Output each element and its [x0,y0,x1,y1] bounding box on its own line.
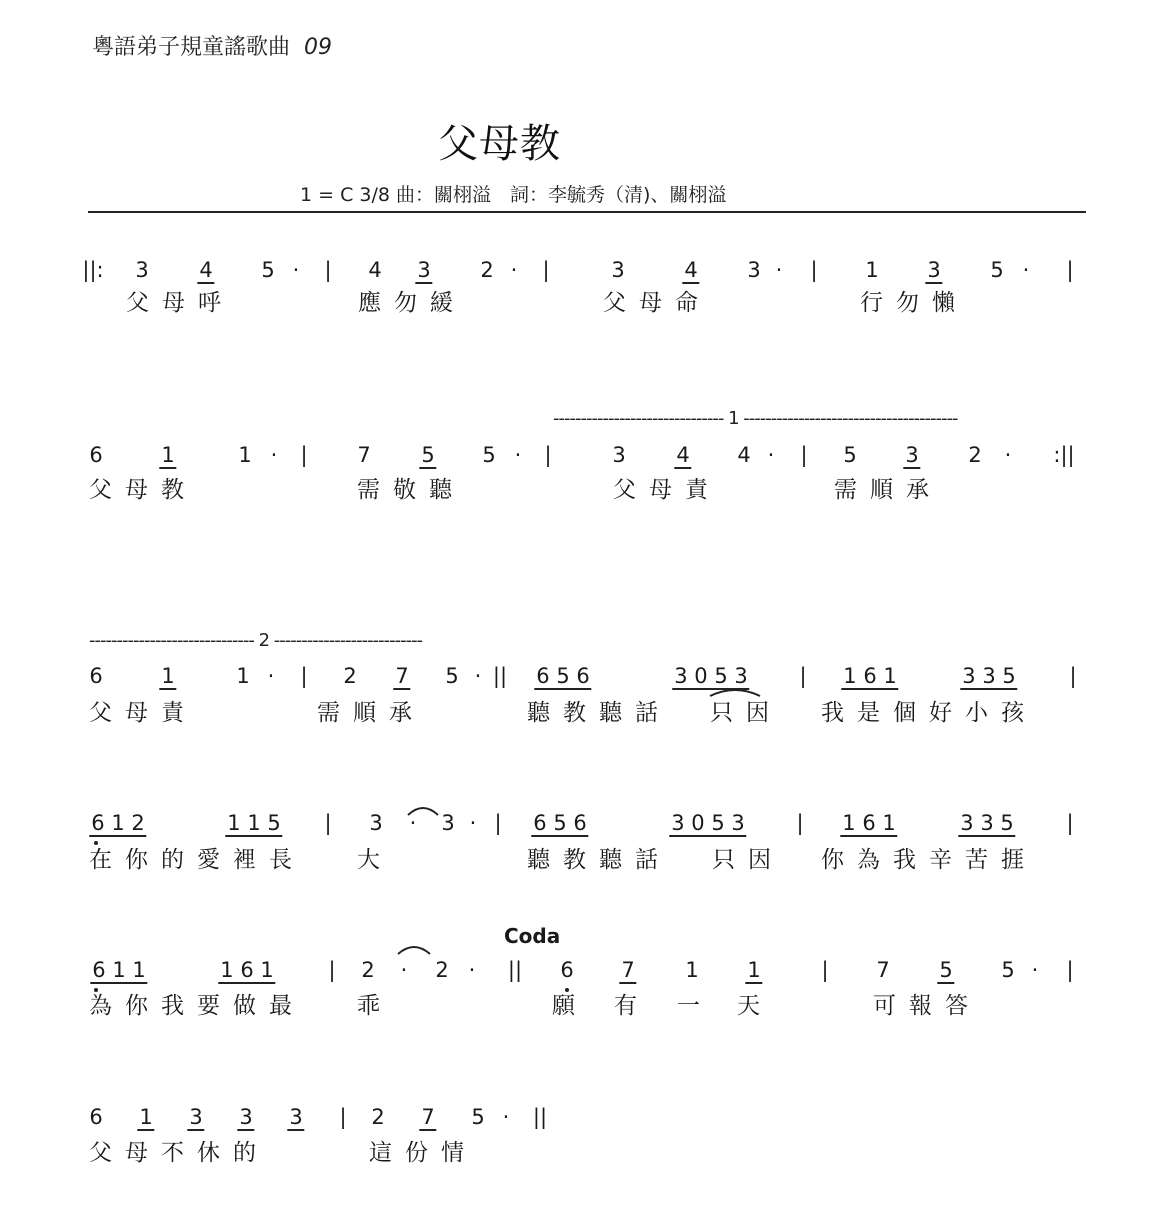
note: 1 [685,958,699,982]
lyric-text: 應勿緩 [358,290,466,316]
low-octave-dot [565,988,569,992]
note: 4 [737,443,751,467]
barline: | [339,1105,347,1129]
note: 3 [417,258,431,282]
barline: | [324,811,332,835]
lyric-text: 一 [677,993,713,1019]
dot: · [1031,958,1039,982]
note: 6 [89,1105,103,1129]
note: 7 [357,443,371,467]
note: 5 [843,443,857,467]
note: 1 [161,443,175,467]
barline: || [507,958,523,982]
page-number: 09 [304,35,333,60]
lyric-text: 為你我要做最 [89,993,305,1019]
note: 5 [261,258,275,282]
dot: · [1004,443,1012,467]
barline: | [1066,258,1074,282]
dot: · [270,443,278,467]
dot: · [409,811,417,835]
barline: | [799,664,807,688]
lyric-text: 父母教 [89,477,197,503]
lyric-text: 只因 [710,700,782,726]
note: 3 [927,258,941,282]
note-group: 6 5 6 [533,811,587,835]
note: 5 [482,443,496,467]
lyric-text: 父母責 [613,477,721,503]
barline: | [300,443,308,467]
lyric-text: 父母呼 [126,290,234,316]
lyric-text: 天 [737,993,773,1019]
lyric-text: 乖 [357,993,393,1019]
barline: | [821,958,829,982]
dot: · [502,1105,510,1129]
barline: ||: [82,258,104,282]
dot: · [1022,258,1030,282]
note-group: 1 1 5 [227,811,281,835]
note: 3 [611,258,625,282]
tie-line5 [396,942,432,956]
note: 2 [480,258,494,282]
note: 5 [939,958,953,982]
lyric-text: 聽教聽話 [527,700,671,726]
dot: · [292,258,300,282]
lyric-text: 聽教聽話 [527,847,671,873]
lyric-text: 需敬聽 [357,477,465,503]
barline: || [492,664,508,688]
songbook-header [92,30,332,61]
note: 6 [560,958,574,982]
dot: · [474,664,482,688]
note: 3 [239,1105,253,1129]
dot: · [514,443,522,467]
lyric-text: 父母命 [603,290,711,316]
note: 6 [89,664,103,688]
note: 3 [905,443,919,467]
lyric-text: 父母不休的 [89,1140,269,1166]
lyric-text: 行勿懶 [860,290,968,316]
song-credits: 1 = C 3/8 曲：關栩溢 詞：李毓秀（清)、關栩溢 [300,184,727,206]
lyric-text: 你為我辛苦捱 [821,847,1037,873]
dot: · [469,811,477,835]
note-group: 3 3 5 [962,664,1016,688]
barline: | [494,811,502,835]
note-group: 1 6 1 [220,958,274,982]
note-group: 6 1 2 [91,811,145,835]
barline: || [532,1105,548,1129]
note: 1 [161,664,175,688]
first-ending-bracket: ------------------------------- 1 --------------------------------------- [553,408,958,429]
dot: · [468,958,476,982]
dot: · [775,258,783,282]
note: 1 [139,1105,153,1129]
dot: · [510,258,518,282]
barline: | [1069,664,1077,688]
lyric-text: 需順承 [834,477,942,503]
note: 1 [238,443,252,467]
note: 3 [747,258,761,282]
barline: | [544,443,552,467]
lyric-text: 父母責 [89,700,197,726]
note: 3 [135,258,149,282]
barline: | [810,258,818,282]
note: 3 [289,1105,303,1129]
note-group: 6 1 1 [92,958,146,982]
note: 2 [968,443,982,467]
note-group: 1 6 1 [843,664,897,688]
note: 1 [747,958,761,982]
coda-marker: Coda [504,924,561,948]
note-group: 1 6 1 [842,811,896,835]
note-group: 3 3 5 [960,811,1014,835]
note: 5 [1001,958,1015,982]
note: 4 [368,258,382,282]
barline: | [542,258,550,282]
note: 4 [684,258,698,282]
note: 3 [441,811,455,835]
note-group: 3 0 5 3 [674,664,748,688]
note: 2 [435,958,449,982]
low-octave-dot [94,988,98,992]
note: 6 [89,443,103,467]
lyric-text: 有 [614,993,650,1019]
note: 7 [876,958,890,982]
note: 3 [612,443,626,467]
lyric-text: 這份情 [369,1140,477,1166]
lyric-text: 願 [552,993,588,1019]
lyric-text: 大 [357,847,393,873]
note: 5 [990,258,1004,282]
lyric-text: 在你的愛裡長 [89,847,305,873]
note: 2 [361,958,375,982]
lyric-text: 我是個好小孩 [821,700,1037,726]
lyric-text: 可報答 [873,993,981,1019]
second-ending-bracket: ------------------------------ 2 --------------------------- [89,630,423,651]
barline: | [796,811,804,835]
dot: · [400,958,408,982]
note: 3 [369,811,383,835]
note: 2 [371,1105,385,1129]
lyric-text: 只因 [712,847,784,873]
note: 4 [199,258,213,282]
dot: · [267,664,275,688]
barline: | [300,664,308,688]
barline: | [324,258,332,282]
note-group: 3 0 5 3 [671,811,745,835]
note: 7 [421,1105,435,1129]
title-rule [88,211,1086,213]
barline: | [1066,958,1074,982]
note-group: 6 5 6 [536,664,590,688]
low-octave-dot [94,841,98,845]
lyric-text: 需順承 [317,700,425,726]
note: 5 [421,443,435,467]
barline: | [1066,811,1074,835]
note: 3 [189,1105,203,1129]
songbook-name: 粵語弟子規童謠歌曲 [92,35,291,60]
note: 5 [445,664,459,688]
note: 7 [621,958,635,982]
song-title: 父母教 [438,121,561,167]
barline: | [328,958,336,982]
note: 1 [865,258,879,282]
dot: · [767,443,775,467]
barline: | [800,443,808,467]
note: 5 [471,1105,485,1129]
barline: :|| [1053,443,1075,467]
note: 7 [395,664,409,688]
note: 2 [343,664,357,688]
note: 4 [676,443,690,467]
note: 1 [236,664,250,688]
